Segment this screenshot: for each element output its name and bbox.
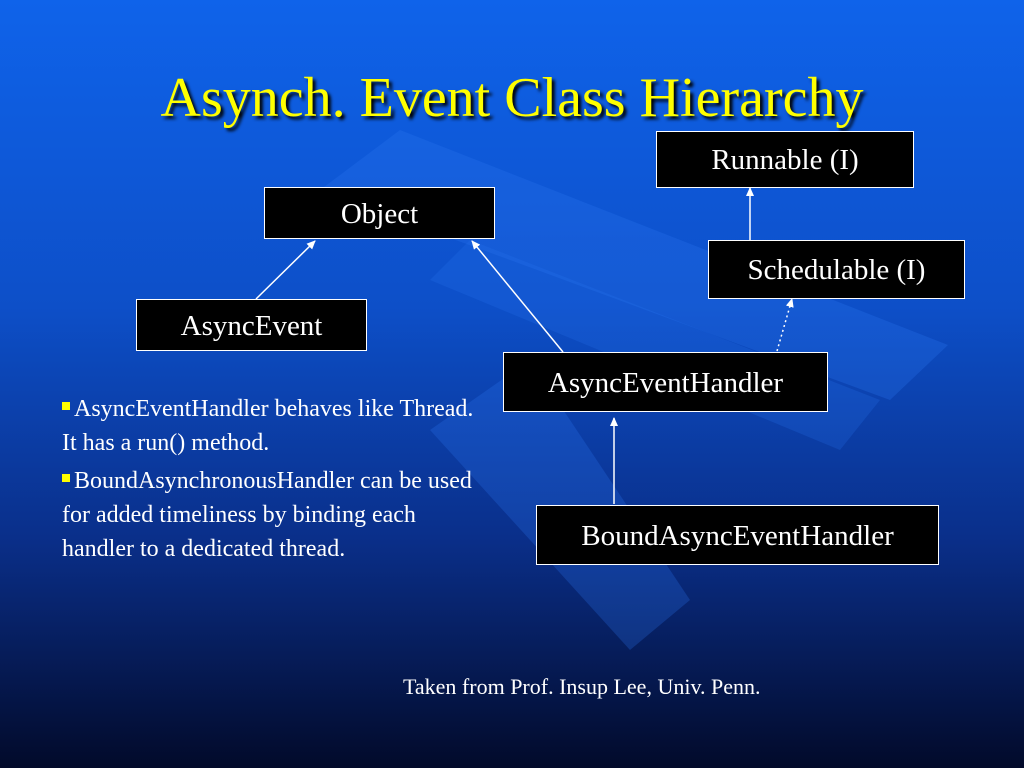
source-credit: Taken from Prof. Insup Lee, Univ. Penn.	[403, 674, 761, 699]
node-asynceventhandler: AsyncEventHandler	[503, 352, 828, 412]
node-boundasynceventhandler: BoundAsyncEventHandler	[536, 505, 939, 565]
bullet-text: AsyncEventHandler behaves like Thread. It has a run() method.	[62, 396, 474, 456]
node-schedulable: Schedulable (I)	[708, 240, 965, 299]
bullet-text: BoundAsynchronousHandler can be used for added timeliness by binding each handler to a dedicated thread.	[62, 468, 472, 562]
edge-asynceventhandler-to-schedulable	[777, 299, 792, 351]
square-bullet-icon	[62, 474, 70, 482]
square-bullet-icon	[62, 402, 70, 410]
bullet-list	[62, 392, 482, 570]
slide-title: Asynch. Event Class Hierarchy	[160, 67, 864, 129]
node-runnable: Runnable (I)	[656, 131, 914, 188]
bullet-item	[62, 392, 482, 460]
bullet-item	[62, 464, 482, 566]
node-object: Object	[264, 187, 495, 239]
edge-asyncevent-to-object	[256, 241, 315, 299]
edge-asynceventhandler-to-object	[472, 241, 563, 352]
node-asyncevent: AsyncEvent	[136, 299, 367, 351]
